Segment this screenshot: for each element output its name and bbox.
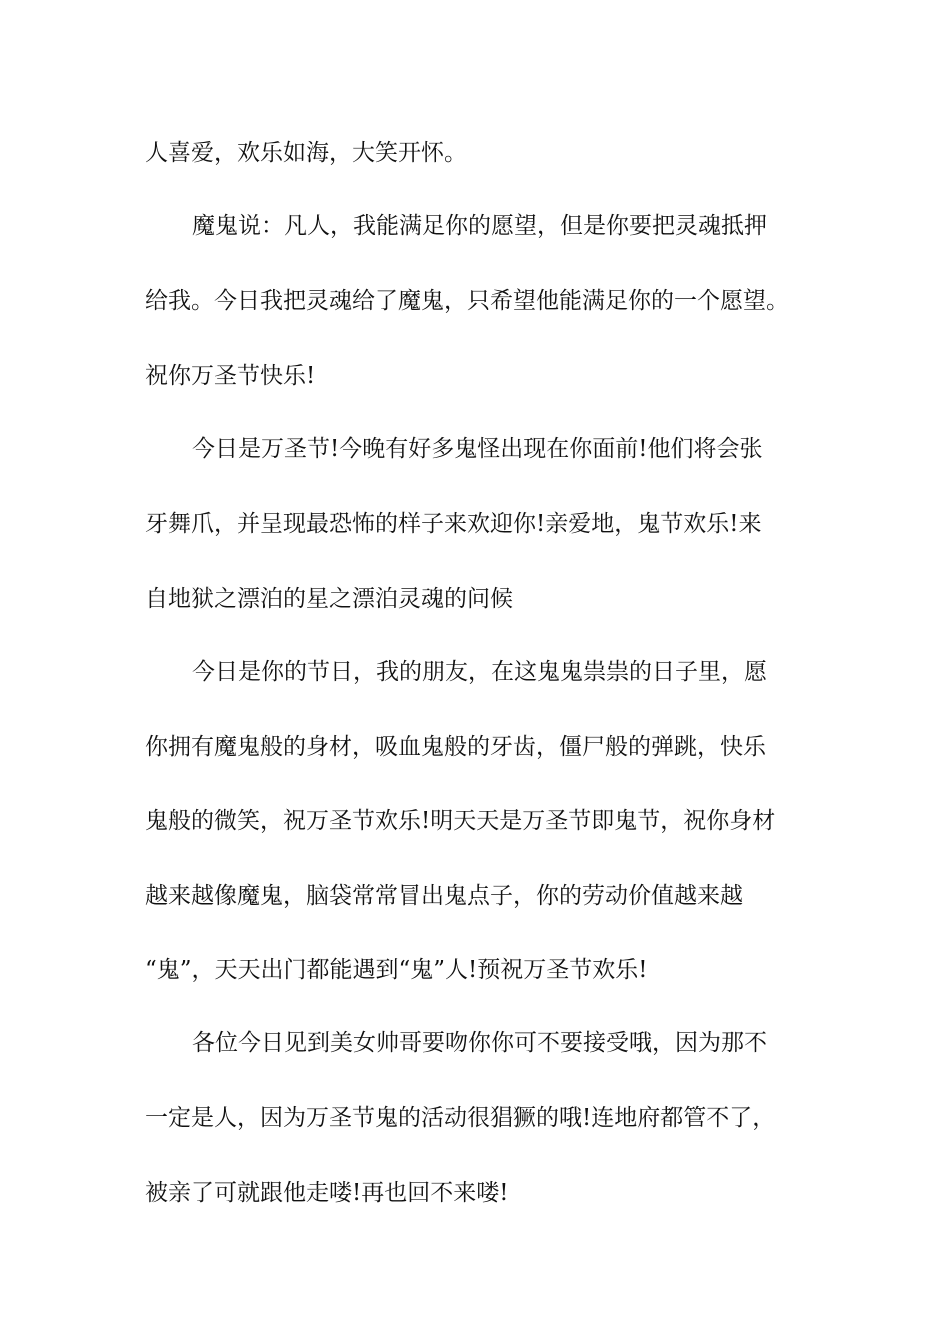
text-line: 越来越像魔鬼，脑袋常常冒出鬼点子，你的劳动价值越来越 xyxy=(145,883,743,909)
text-line: 人喜爱，欢乐如海，大笑开怀。 xyxy=(145,140,467,166)
paragraph-first-line: 今日是你的节日，我的朋友，在这鬼鬼祟祟的日子里，愿 xyxy=(192,659,767,685)
text-line: 你拥有魔鬼般的身材，吸血鬼般的牙齿，僵尸般的弹跳，快乐 xyxy=(145,734,766,760)
text-line: 一定是人，因为万圣节鬼的活动很猖獗的哦!连地府都管不了， xyxy=(145,1105,776,1131)
text-line: 鬼般的微笑，祝万圣节欢乐!明天天是万圣节即鬼节，祝你身材 xyxy=(145,808,776,834)
text-line: 给我。今日我把灵魂给了魔鬼，只希望他能满足你的一个愿望。 xyxy=(145,288,789,314)
paragraph-first-line: 今日是万圣节!今晚有好多鬼怪出现在你面前!他们将会张 xyxy=(192,436,763,462)
paragraph-first-line: 各位今日见到美女帅哥要吻你你可不要接受哦，因为那不 xyxy=(192,1030,767,1056)
text-line: 祝你万圣节快乐! xyxy=(145,363,316,389)
text-line: “鬼”，天天出门都能遇到“鬼”人!预祝万圣节欢乐! xyxy=(145,957,648,983)
text-line: 被亲了可就跟他走喽!再也回不来喽! xyxy=(145,1180,509,1206)
text-line: 自地狱之漂泊的星之漂泊灵魂的问候 xyxy=(145,586,513,612)
paragraph-first-line: 魔鬼说：凡人，我能满足你的愿望，但是你要把灵魂抵押 xyxy=(192,213,767,239)
text-line: 牙舞爪，并呈现最恐怖的样子来欢迎你!亲爱地，鬼节欢乐!来 xyxy=(145,511,762,537)
